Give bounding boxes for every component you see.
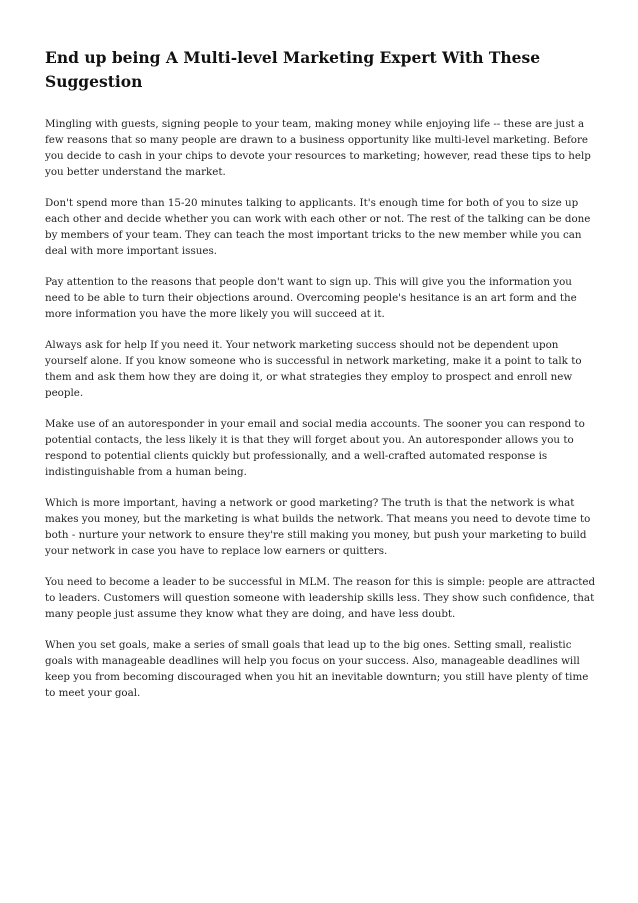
paragraph-4: Always ask for help If you need it. Your network marketing success should not be dependent upon yourself alone. If you know someone who is successful in network marketing, make it a point to talk to them and ask them how they are doing it, or what strategies they employ to prospect and enroll new people. <box>45 339 582 399</box>
paragraph-5: Make use of an autoresponder in your email and social media accounts. The sooner you can respond to potential contacts, the less likely it is that they will forget about you. An autoresponder allows you to respond to potential clients quickly but professionally, and a well-crafted automated response is indistinguishable from a human being. <box>45 418 585 478</box>
document-page <box>45 46 597 716</box>
paragraph-2: Don't spend more than 15-20 minutes talking to applicants. It's enough time for both of you to size up each other and decide whether you can work with each other or not. The rest of the talking can be done by members of your team. They can teach the most important tricks to the new member while you can deal with more important issues. <box>45 197 591 257</box>
paragraph-1: Mingling with guests, signing people to your team, making money while enjoying life -- these are just a few reasons that so many people are drawn to a business opportunity like multi-level marketing. Before you decide to cash in your chips to devote your resources to marketing; however, read these tips to help you better understand the market. <box>45 118 591 178</box>
paragraph-8: When you set goals, make a series of small goals that lead up to the big ones. Setting small, realistic goals with manageable deadlines will help you focus on your success. Also, manageable deadlines will keep you from becoming discouraged when you hit an inevitable downturn; you still have plenty of time to meet your goal. <box>45 639 589 699</box>
document-title: End up being A Multi-level Marketing Expert With These Suggestion <box>45 48 541 91</box>
paragraph-6: Which is more important, having a network or good marketing? The truth is that the network is what makes you money, but the marketing is what builds the network. That means you need to devote time to both - nurture your network to ensure they're still making you money, but push your marketing to build your network in case you have to replace low earners or quitters. <box>45 497 591 557</box>
paragraph-3: Pay attention to the reasons that people don't want to sign up. This will give you the information you need to be able to turn their objections around. Overcoming people's hesitance is an art form and the more information you have the more likely you will succeed at it. <box>45 276 577 320</box>
paragraph-7: You need to become a leader to be successful in MLM. The reason for this is simple: people are attracted to leaders. Customers will question someone with leadership skills less. They show such confidence, that many people just assume they know what they are doing, and have less doubt. <box>45 576 596 620</box>
